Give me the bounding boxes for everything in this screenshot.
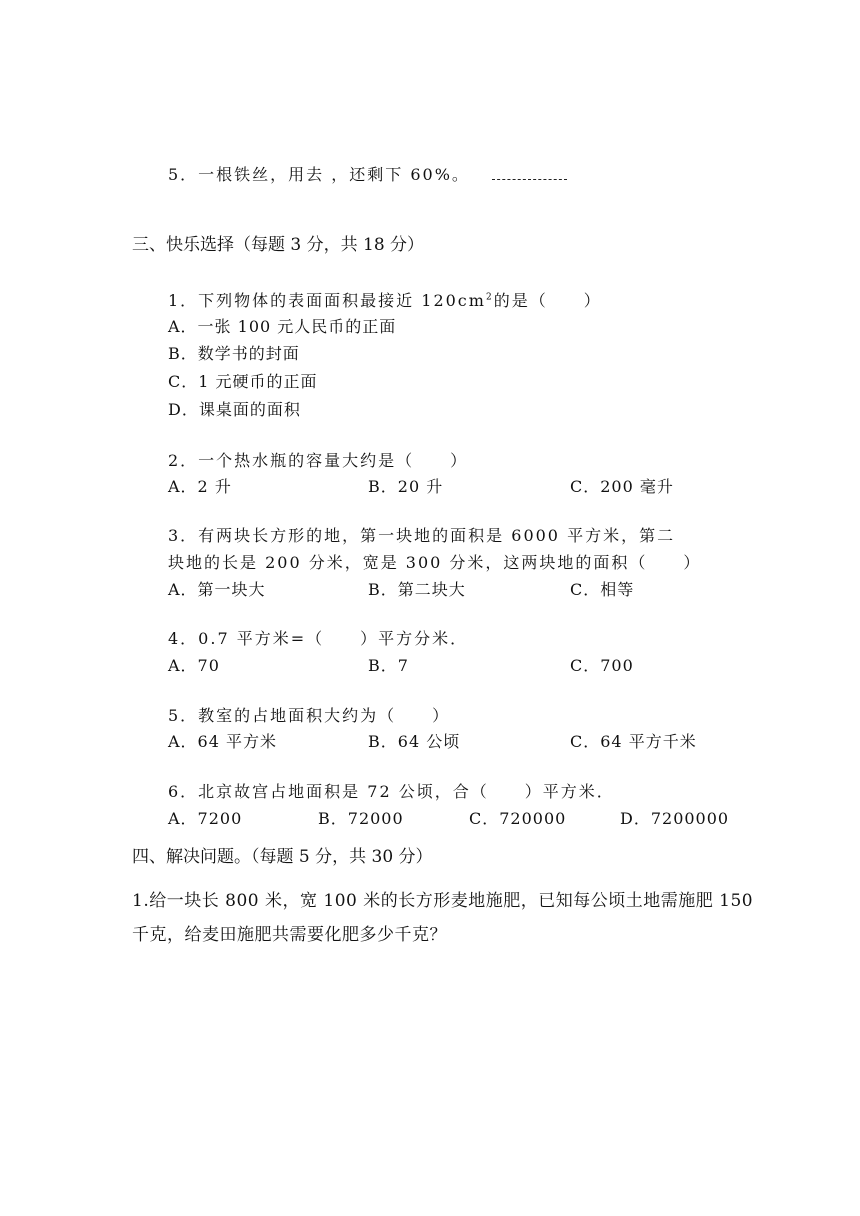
question-3-3-line2: 块地的长是 200 分米，宽是 300 分米，这两块地的面积（ ） (168, 553, 702, 572)
answer-blank (492, 167, 567, 180)
option-c: C．700 (570, 656, 634, 675)
option-c: C．1 元硬币的正面 (168, 372, 318, 391)
question-text-tail: 的是（ ） (493, 291, 602, 310)
option-a: A．2 升 (168, 477, 232, 496)
option-b: B．第二块大 (368, 580, 466, 599)
option-a: A．7200 (168, 809, 243, 828)
option-b: B．20 升 (368, 477, 444, 496)
option-c: C．64 平方千米 (570, 732, 697, 751)
section-4-title: 四、解决问题。（每题 5 分，共 30 分） (132, 847, 433, 867)
question-3-6: 6．北京故宫占地面积是 72 公顷，合（ ）平方米． (168, 782, 615, 801)
question-text: 1．下列物体的表面面积最接近 120cm (168, 291, 486, 310)
problem-4-1-line2: 千克，给麦田施肥共需要化肥多少千克？ (132, 925, 447, 945)
question-2-5 (168, 162, 567, 185)
question-text: 5．一根铁丝，用去 ，还剩下 60%。 (168, 165, 470, 184)
question-3-1 (168, 288, 602, 311)
question-3-2: 2．一个热水瓶的容量大约是（ ） (168, 451, 469, 470)
option-b: B．7 (368, 656, 409, 675)
option-a: A．64 平方米 (168, 732, 278, 751)
question-3-3-line1: 3．有两块长方形的地，第一块地的面积是 6000 平方米，第二 (168, 526, 676, 545)
option-b: B．64 公顷 (368, 732, 461, 751)
problem-4-1-line1: 1.给一块长 800 米，宽 100 米的长方形麦地施肥，已知每公顷土地需施肥 150 (132, 891, 754, 911)
option-d: D．课桌面的面积 (168, 400, 301, 419)
superscript: 2 (485, 292, 494, 303)
option-b: B．数学书的封面 (168, 344, 300, 363)
option-c: C．相等 (570, 580, 635, 599)
option-b: B．72000 (318, 809, 404, 828)
option-c: C．200 毫升 (570, 477, 674, 496)
option-a: A．第一块大 (168, 580, 266, 599)
option-a: A．70 (168, 656, 220, 675)
question-3-4: 4．0.7 平方米=（ ）平方分米． (168, 629, 469, 648)
question-3-5: 5．教室的占地面积大约为（ ） (168, 706, 451, 725)
option-a: A．一张 100 元人民币的正面 (168, 317, 397, 336)
option-c: C．720000 (469, 809, 567, 828)
section-3-title: 三、快乐选择（每题 3 分，共 18 分） (132, 235, 425, 255)
option-d: D．7200000 (620, 809, 730, 828)
